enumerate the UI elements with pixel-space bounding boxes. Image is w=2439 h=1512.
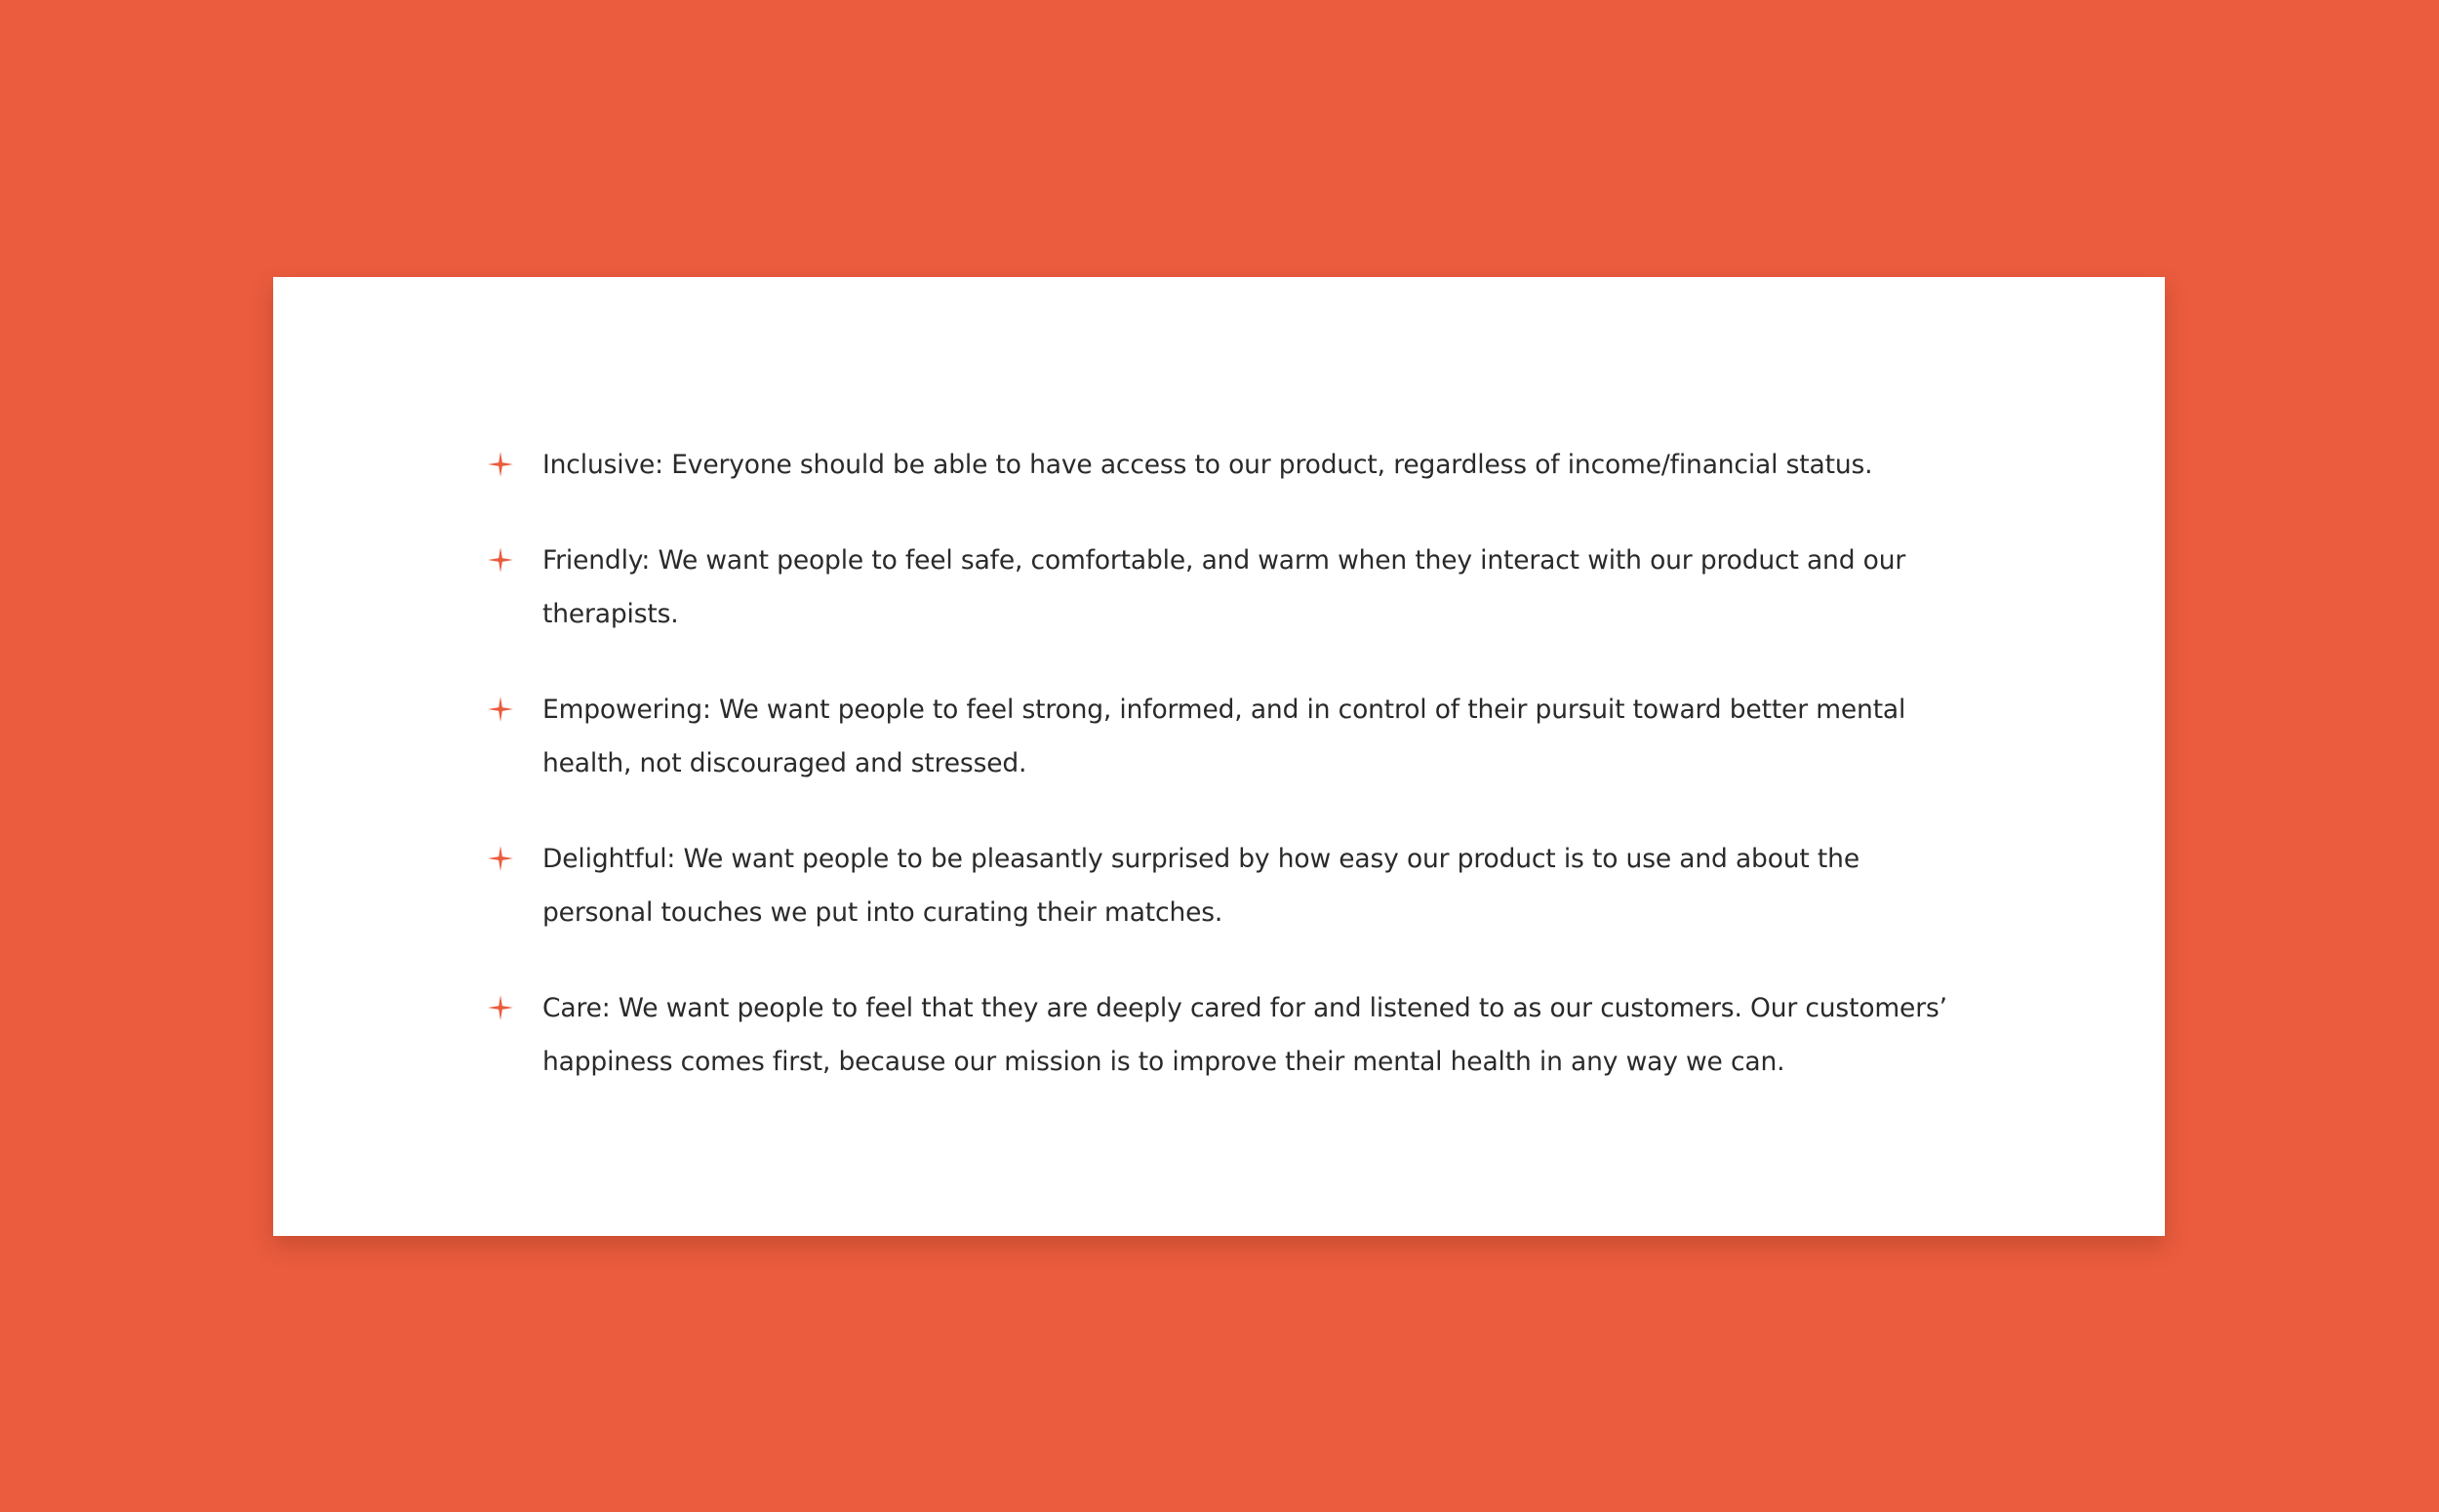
list-item <box>542 683 1947 790</box>
sparkle-bullet-icon <box>488 547 513 573</box>
list-item <box>542 438 1947 492</box>
value-text-empowering: Empowering: We want people to feel strong, informed, and in control of their pursuit toward better mental health, not discouraged and stressed. <box>542 695 1906 778</box>
brand-values-list <box>273 438 2165 1089</box>
sparkle-bullet-icon <box>488 995 513 1020</box>
sparkle-bullet-icon <box>488 696 513 722</box>
value-text-friendly: Friendly: We want people to feel safe, comfortable, and warm when they interact with our product and our therapists. <box>542 545 1906 629</box>
value-text-delightful: Delightful: We want people to be pleasantly surprised by how easy our product is to use and about the personal touches we put into curating their matches. <box>542 844 1859 928</box>
list-item <box>542 981 1947 1089</box>
value-text-inclusive: Inclusive: Everyone should be able to have access to our product, regardless of income/financial status. <box>542 450 1873 480</box>
value-text-care: Care: We want people to feel that they are deeply cared for and listened to as our customers. Our customers’ happiness comes first, because our mission is to improve their mental health in any way we can. <box>542 993 1947 1077</box>
list-item <box>542 534 1947 641</box>
sparkle-bullet-icon <box>488 846 513 871</box>
values-card <box>273 277 2165 1236</box>
list-item <box>542 832 1947 939</box>
sparkle-bullet-icon <box>488 452 513 477</box>
